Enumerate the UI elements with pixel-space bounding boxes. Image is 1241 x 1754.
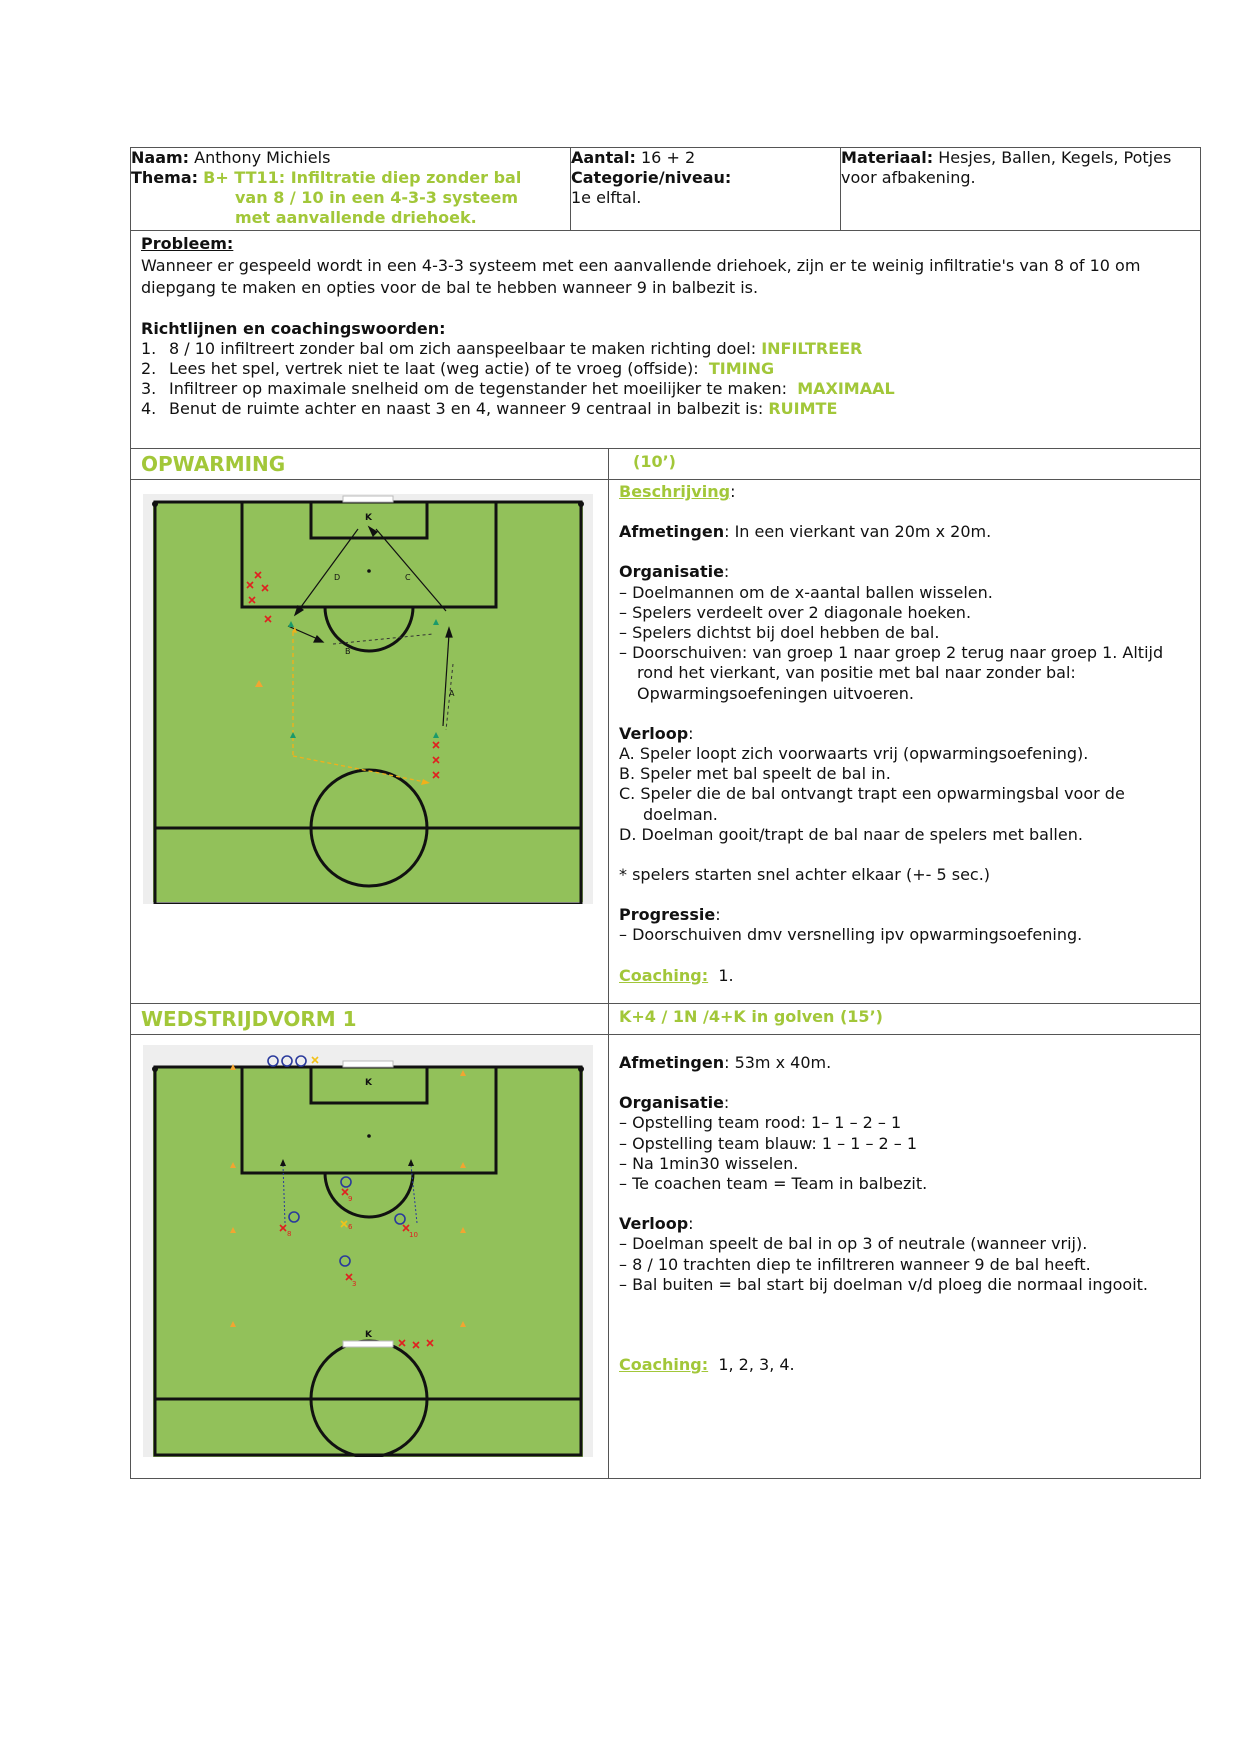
goal-top — [343, 1061, 393, 1067]
thema-line3: met aanvallende driehoek. — [235, 208, 477, 227]
coaching-label: Coaching: — [619, 965, 709, 985]
organisatie-item: – Spelers dichtst bij doel hebben de bal. — [619, 623, 940, 643]
verloop-item: B. Speler met bal speelt de bal in. — [619, 764, 891, 784]
wedstrijdvorm-pitch-diagram — [143, 1045, 593, 1457]
number-6: 6 — [348, 1223, 353, 1231]
organisatie-item: – Spelers verdeelt over 2 diagonale hoeken. — [619, 602, 972, 622]
materiaal-value: Hesjes, Ballen, Kegels, Potjes voor afbakening. — [841, 148, 1172, 187]
beschrijving-label: Beschrijving — [619, 482, 731, 501]
session-table — [130, 147, 1201, 1479]
item-text: 8 / 10 infiltreert zonder bal om zich aanspeelbaar te maken richting doel: — [169, 339, 757, 358]
header-cell-aantal — [571, 148, 841, 231]
label-c: C — [405, 573, 411, 582]
naam-value: Anthony Michiels — [194, 148, 331, 167]
verloop-item: C. Speler die de bal ontvangt trapt een opwarmingsbal voor de doelman. — [619, 784, 1125, 824]
verloop-label: Verloop — [619, 723, 689, 743]
item-keyword: RUIMTE — [768, 399, 838, 418]
number-10: 10 — [409, 1231, 418, 1239]
verloop-item: – Doelman speelt de bal in op 3 of neutrale (wanneer vrij). — [619, 1234, 1088, 1254]
aantal-value: 16 + 2 — [641, 148, 696, 167]
item-text: Benut de ruimte achter en naast 3 en 4, wanneer 9 centraal in balbezit is: — [169, 399, 764, 418]
item-text: Infiltreer op maximale snelheid om de tegenstander het moeilijker te maken: — [169, 379, 788, 398]
item-num: 3. — [141, 379, 157, 398]
corner-mark — [152, 1066, 158, 1072]
organisatie-item: – Na 1min30 wisselen. — [619, 1153, 799, 1173]
materiaal-label: Materiaal: — [841, 148, 934, 167]
note: * spelers starten snel achter elkaar (+- 5 sec.) — [619, 865, 991, 885]
wedstrijdvorm-subtitle: K+4 / 1N /4+K in golven (15’) — [609, 1004, 1201, 1035]
wedstrijdvorm-description: Afmetingen: 53m x 40m. Organisatie: – Opstelling team rood: 1– 1 – 2 – 1 – Opstelling team blauw: 1 – 1 – 2 – 1 – Na 1min30 wisselen. – Te coachen team = Team in balbezit. Verloop: – Doelman speelt de bal in op 3 of neutrale (wanneer vrij). – 8 / 10 trachten diep te infiltreren wanneer 9 de bal heeft. – Bal buiten = bal start bij doelman v/d ploeg die normaal ingooit. Coaching: 1, 2, 3, 4. — [609, 1035, 1201, 1479]
organisatie-item: – Opstelling team rood: 1– 1 – 2 – 1 — [619, 1113, 902, 1133]
item-keyword: TIMING — [708, 359, 775, 378]
item-num: 1. — [141, 339, 157, 358]
penalty-spot — [367, 569, 371, 573]
goal-bottom — [343, 1341, 393, 1347]
afmetingen-label: Afmetingen — [619, 522, 725, 542]
corner-mark — [152, 501, 158, 507]
label-b: B — [345, 647, 351, 656]
verloop-item: – Bal buiten = bal start bij doelman v/d ploeg die normaal ingooit. — [619, 1274, 1148, 1294]
session-sheet — [130, 147, 1200, 1479]
pitch — [153, 502, 583, 902]
categorie-value: 1e elftal. — [571, 188, 642, 207]
header-cell-naam — [131, 148, 571, 231]
opwarming-title: OPWARMING — [131, 449, 609, 480]
keeper-top-label: K — [365, 1078, 372, 1088]
item-keyword: INFILTREER — [761, 339, 863, 358]
keeper-bottom-label: K — [365, 1330, 372, 1340]
item-keyword: MAXIMAAL — [797, 379, 895, 398]
number-8: 8 — [287, 1230, 292, 1238]
coaching-value: 1. — [718, 965, 734, 985]
probleem-cell — [131, 231, 1201, 449]
opwarming-pitch-diagram — [143, 494, 593, 904]
penalty-spot — [367, 1134, 371, 1138]
header-cell-materiaal — [841, 148, 1201, 231]
organisatie-label: Organisatie — [619, 1093, 724, 1113]
opwarming-time: (10’) — [609, 449, 1201, 480]
item-num: 2. — [141, 359, 157, 378]
richtlijn-item — [141, 399, 1190, 419]
wedstrijdvorm-title: WEDSTRIJDVORM 1 — [131, 1004, 609, 1035]
label-a: A — [449, 689, 455, 698]
verloop-item: – 8 / 10 trachten diep te infiltreren wanneer 9 de bal heeft. — [619, 1254, 1091, 1274]
opwarming-description: Beschrijving: Afmetingen: In een vierkant van 20m x 20m. Organisatie: – Doelmannen om de x-aantal ballen wisselen. – Spelers verdeelt over 2 diagonale hoeken. – Spelers dichtst bij doel hebben de bal. – Doorschuiven: van groep 1 naar groep 2 terug naar groep 1. Altijd rond het vierkant, van positie met bal naar zonder bal: Opwarmingsoefeningen uitvoeren. Verloop: A. Speler loopt zich voorwaarts vrij (opwarmingsoefening). B. Speler met bal speelt de bal in. C. Speler die de bal ontvangt trapt een opwarmingsbal voor de doelman. D. Doelman gooit/trapt de bal naar de spelers met ballen. * spelers starten snel achter elkaar (+- 5 sec.) Progressie: – Doorschuiven dmv versnelling ipv opwarmingsoefening. Coaching: 1. — [609, 480, 1201, 1004]
probleem-text: Wanneer er gespeeld wordt in een 4-3-3 systeem met een aanvallende driehoek, zijn er te weinig infiltratie's van 8 of 10 om diepgang te maken en opties voor de bal te hebben wanneer 9 in balbezit is. — [141, 256, 1141, 297]
thema-line1: B+ TT11: Infiltratie diep zonder bal — [203, 168, 522, 187]
richtlijn-item — [141, 359, 1190, 379]
richtlijnen-title: Richtlijnen en coachingswoorden: — [141, 319, 446, 338]
aantal-label: Aantal: — [571, 148, 636, 167]
coaching-value: 1, 2, 3, 4. — [718, 1355, 795, 1375]
afmetingen-value: : 53m x 40m. — [724, 1053, 832, 1072]
organisatie-item: – Doorschuiven: van groep 1 naar groep 2 terug naar groep 1. Altijd rond het vierkant, van positie met bal naar zonder bal: Opwarmingsoefeningen uitvoeren. — [619, 643, 1164, 703]
verloop-item: A. Speler loopt zich voorwaarts vrij (opwarmingsoefening). — [619, 744, 1089, 764]
afmetingen-label: Afmetingen — [619, 1053, 725, 1072]
naam-label: Naam: — [131, 148, 190, 167]
item-num: 4. — [141, 399, 157, 418]
corner-mark — [578, 501, 584, 507]
coaching-label: Coaching: — [619, 1355, 709, 1375]
thema-label: Thema: — [131, 168, 199, 187]
categorie-label: Categorie/niveau: — [571, 168, 732, 187]
verloop-item: D. Doelman gooit/trapt de bal naar de spelers met ballen. — [619, 824, 1083, 844]
richtlijn-item — [141, 339, 1190, 359]
organisatie-item: – Doelmannen om de x-aantal ballen wisselen. — [619, 582, 993, 602]
organisatie-label: Organisatie — [619, 562, 724, 582]
wedstrijdvorm-diagram-cell — [131, 1035, 609, 1479]
opwarming-diagram-cell — [131, 480, 609, 1004]
probleem-title: Probleem: — [141, 234, 234, 253]
thema-line2: van 8 / 10 in een 4-3-3 systeem — [235, 188, 518, 207]
progressie-label: Progressie — [619, 905, 716, 925]
verloop-label: Verloop — [619, 1214, 689, 1234]
label-d: D — [334, 573, 341, 582]
richtlijn-item — [141, 379, 1190, 399]
progressie-item: – Doorschuiven dmv versnelling ipv opwarmingsoefening. — [619, 925, 1083, 945]
number-3: 3 — [352, 1280, 357, 1288]
corner-mark — [578, 1066, 584, 1072]
item-text: Lees het spel, vertrek niet te laat (weg actie) of te vroeg (offside): — [169, 359, 699, 378]
keeper-label: K — [365, 513, 372, 523]
goal — [343, 496, 393, 502]
afmetingen-value: : In een vierkant van 20m x 20m. — [724, 522, 992, 542]
organisatie-item: – Opstelling team blauw: 1 – 1 – 2 – 1 — [619, 1133, 918, 1153]
organisatie-item: – Te coachen team = Team in balbezit. — [619, 1174, 928, 1194]
number-9: 9 — [348, 1195, 353, 1203]
richtlijnen-list — [141, 339, 1190, 419]
